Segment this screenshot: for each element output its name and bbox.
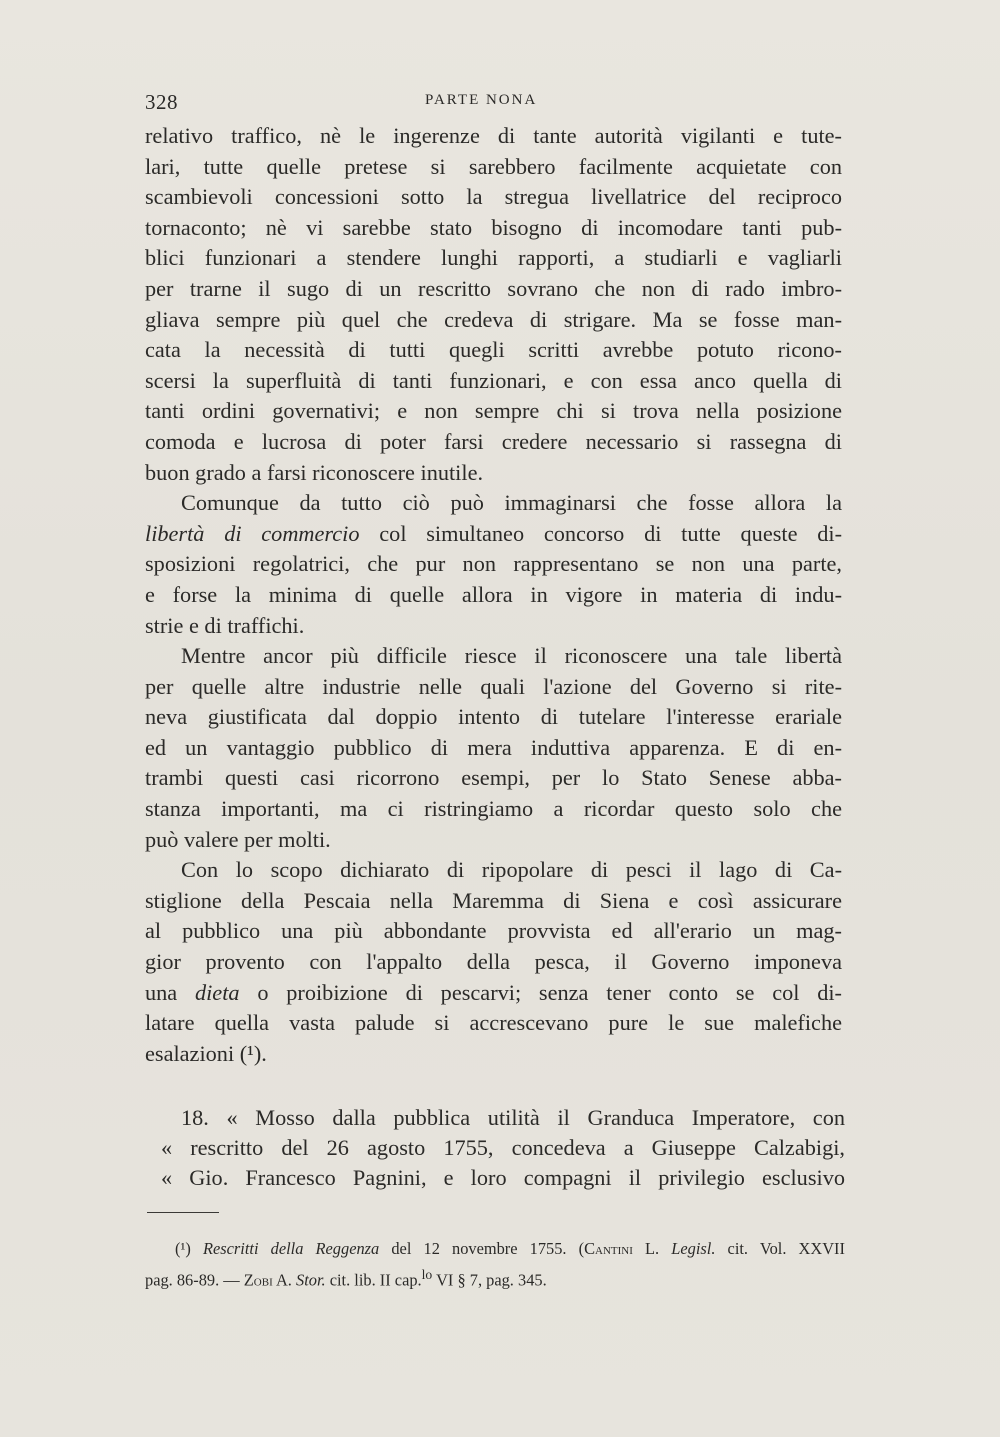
text-line: stanza importanti, ma ci ristringiamo a ricordar questo solo che: [145, 796, 842, 822]
text-run: VI § 7, pag. 345.: [432, 1270, 547, 1290]
text-run: col simultaneo concorso di tutte queste di-: [359, 520, 843, 546]
text-line-mixed: [145, 978, 842, 1009]
text-run: una: [145, 979, 195, 1005]
italic-abbrev: Legisl.: [671, 1239, 716, 1258]
body-text: [145, 121, 842, 1069]
section-18-paragraph: [145, 1103, 845, 1193]
superscript: lo: [421, 1267, 433, 1282]
text-line: cata la necessità di tutti quegli scritti avrebbe potuto ricono-: [145, 337, 842, 363]
text-line: relativo traffico, nè le ingerenze di tante autorità vigilanti e tute-: [145, 123, 842, 148]
text-line: gliava sempre più quel che credeva di strigare. Ma se fosse man-: [145, 306, 842, 332]
text-line: ed un vantaggio pubblico di mera induttiva apparenza. E di en-: [145, 734, 842, 760]
text-line: tornaconto; nè vi sarebbe stato bisogno di incomodare tanti pub-: [145, 214, 842, 240]
text-run: o proibizione di pescarvi; senza tener conto se col di-: [239, 979, 842, 1005]
italic-phrase: libertà di commercio: [145, 520, 360, 546]
text-line: 18. « Mosso dalla pubblica utilità il Granduca Imperatore, con: [181, 1105, 845, 1130]
text-line: strie e di traffichi.: [145, 612, 305, 638]
page-number: 328: [145, 90, 178, 114]
footnote: [145, 1236, 845, 1293]
text-line: al pubblico una più abbondante provvista ed all'erario un mag-: [145, 918, 842, 944]
text-run: del 12 novembre 1755. (: [379, 1239, 585, 1258]
paragraph-2: [145, 488, 842, 641]
text-run: cit. lib. II cap.: [325, 1270, 422, 1290]
text-line: scersi la superfluità di tanti funzionari, e con essa anco quella di: [145, 367, 842, 393]
text-line: Mentre ancor più difficile riesce il riconoscere una tale libertà: [181, 643, 842, 669]
paragraph-1: [145, 121, 842, 488]
text-line: « rescritto del 26 agosto 1755, concedeva a Giuseppe Calzabigi,: [161, 1135, 845, 1160]
text-line-mixed: [145, 519, 842, 550]
text-run: pag. 86-89. —: [145, 1270, 244, 1290]
text-line: esalazioni (¹).: [145, 1040, 267, 1066]
text-line: e forse la minima di quelle allora in vigore in materia di indu-: [145, 581, 842, 607]
page-header: [145, 88, 845, 118]
text-line: lari, tutte quelle pretese si sarebbero facilmente acquietate con: [145, 153, 842, 179]
text-line: stiglione della Pescaia nella Maremma di Siena e così assicurare: [145, 887, 842, 913]
footnote-title: Rescritti della Reggenza: [202, 1239, 380, 1258]
text-run: A.: [272, 1270, 296, 1290]
paragraph-3: [145, 641, 842, 855]
text-line: scambievoli concessioni sotto la stregua livellatrice del reciproco: [145, 184, 842, 210]
text-line: sposizioni regolatrici, che pur non rappresentano se non una parte,: [145, 551, 842, 577]
text-line: neva giustificata dal doppio intento di tutelare l'interesse erariale: [145, 704, 842, 730]
section-18: [145, 1103, 845, 1193]
text-line: può valere per molti.: [145, 826, 331, 852]
running-head: PARTE NONA: [425, 92, 538, 108]
footnote-text: [145, 1236, 845, 1293]
text-line: latare quella vasta palude si accrescevano pure le sue malefiche: [145, 1010, 842, 1036]
text-line: comoda e lucrosa di poter farsi credere necessario si rassegna di: [145, 428, 842, 454]
text-line: « Gio. Francesco Pagnini, e loro compagni il privilegio esclusivo: [161, 1165, 845, 1190]
footnote-rule: [147, 1212, 219, 1213]
text-line: per quelle altre industrie nelle quali l'azione del Governo si rite-: [145, 673, 842, 699]
paragraph-4: [145, 855, 842, 1069]
text-line: per trarne il sugo di un rescritto sovrano che non di rado imbro-: [145, 275, 842, 301]
footnote-line-1: [145, 1236, 845, 1262]
italic-word: dieta: [194, 979, 240, 1005]
text-line: Comunque da tutto ciò può immaginarsi che fosse allora la: [181, 490, 842, 516]
text-line: gior provento con l'appalto della pesca, il Governo imponeva: [145, 949, 842, 975]
text-line: tanti ordini governativi; e non sempre chi si trova nella posizione: [145, 398, 842, 424]
italic-abbrev: Stor.: [296, 1270, 326, 1290]
text-run: cit. Vol. XXVII: [715, 1239, 845, 1258]
author-name: Cantini: [584, 1239, 633, 1258]
text-line: blici funzionari a stendere lunghi rapporti, a studiarli e vagliarli: [145, 245, 842, 271]
text-line: Con lo scopo dichiarato di ripopolare di pesci il lago di Ca-: [181, 857, 842, 883]
text-line: buon grado a farsi riconoscere inutile.: [145, 459, 484, 485]
text-line: trambi questi casi ricorrono esempi, per lo Stato Senese abba-: [145, 765, 842, 791]
footnote-marker: (¹): [175, 1239, 191, 1258]
author-name: Zobi: [243, 1270, 273, 1290]
text-run: L.: [632, 1239, 672, 1258]
footnote-line-2: [145, 1262, 845, 1293]
